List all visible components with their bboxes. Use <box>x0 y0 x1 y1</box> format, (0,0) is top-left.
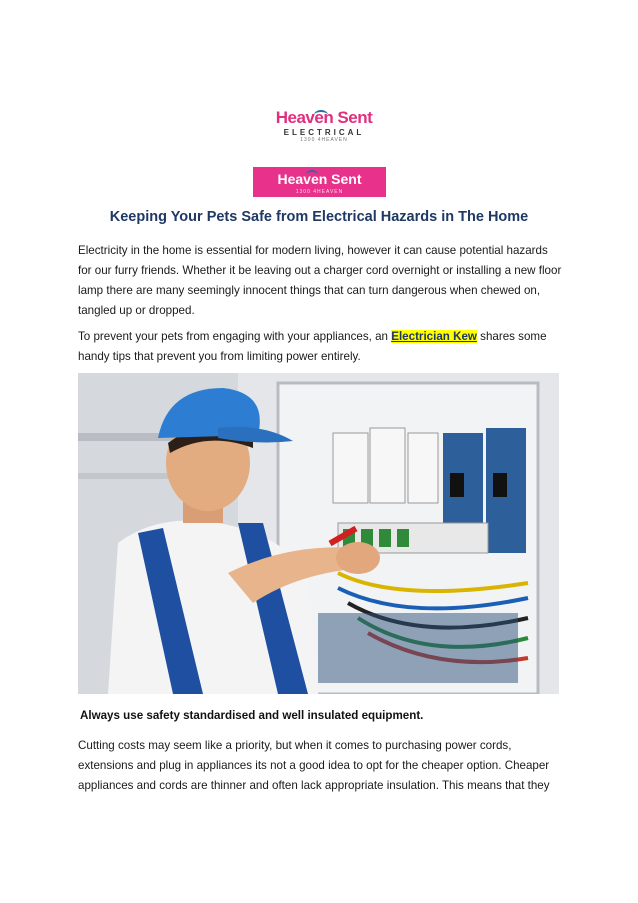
electrician-illustration <box>78 373 559 694</box>
paragraph-text: To prevent your pets from engaging with your appliances, an <box>78 330 392 343</box>
paragraph-text: shares some handy tips that prevent you from limiting power entirely. <box>78 330 547 363</box>
image-caption: Always use safety standardised and well insulated equipment. <box>80 709 424 722</box>
logo-phone: 1300 4HEAVEN <box>300 137 348 143</box>
insulation-paragraph: Cutting costs may seem like a priority, but when it comes to purchasing power cords, extensions and plug in appliances its not a good idea to opt for the cheaper option. Cheaper appliances and cords are thinner and often lack appropriate insulation. This means that they <box>78 739 550 792</box>
halo-icon <box>314 110 328 120</box>
intro-paragraph: Electricity in the home is essential for modern living, however it can cause potential hazards for our furry friends. Whether it be leaving out a charger cord overnight or installing a new floor lamp there are many seemingly innocent things that can turn dangerous when chewed on, tangled up or dropped. <box>78 244 562 317</box>
halo-icon <box>306 170 318 179</box>
banner-phone: 1300 4HEAVEN <box>295 189 344 195</box>
article-title: Keeping Your Pets Safe from Electrical Hazards in The Home <box>109 209 529 225</box>
banner-brand-text: Heaven Sent <box>277 171 362 187</box>
heaven-sent-banner-logo <box>253 167 386 197</box>
logo-brand-text: Heaven Sent <box>275 108 373 127</box>
heaven-sent-logo <box>272 108 376 152</box>
logo-subtitle: ELECTRICAL <box>283 128 365 137</box>
tips-intro-paragraph <box>78 327 564 367</box>
electrician-photo <box>78 373 559 694</box>
electrician-kew-link[interactable]: Electrician Kew <box>391 330 477 343</box>
